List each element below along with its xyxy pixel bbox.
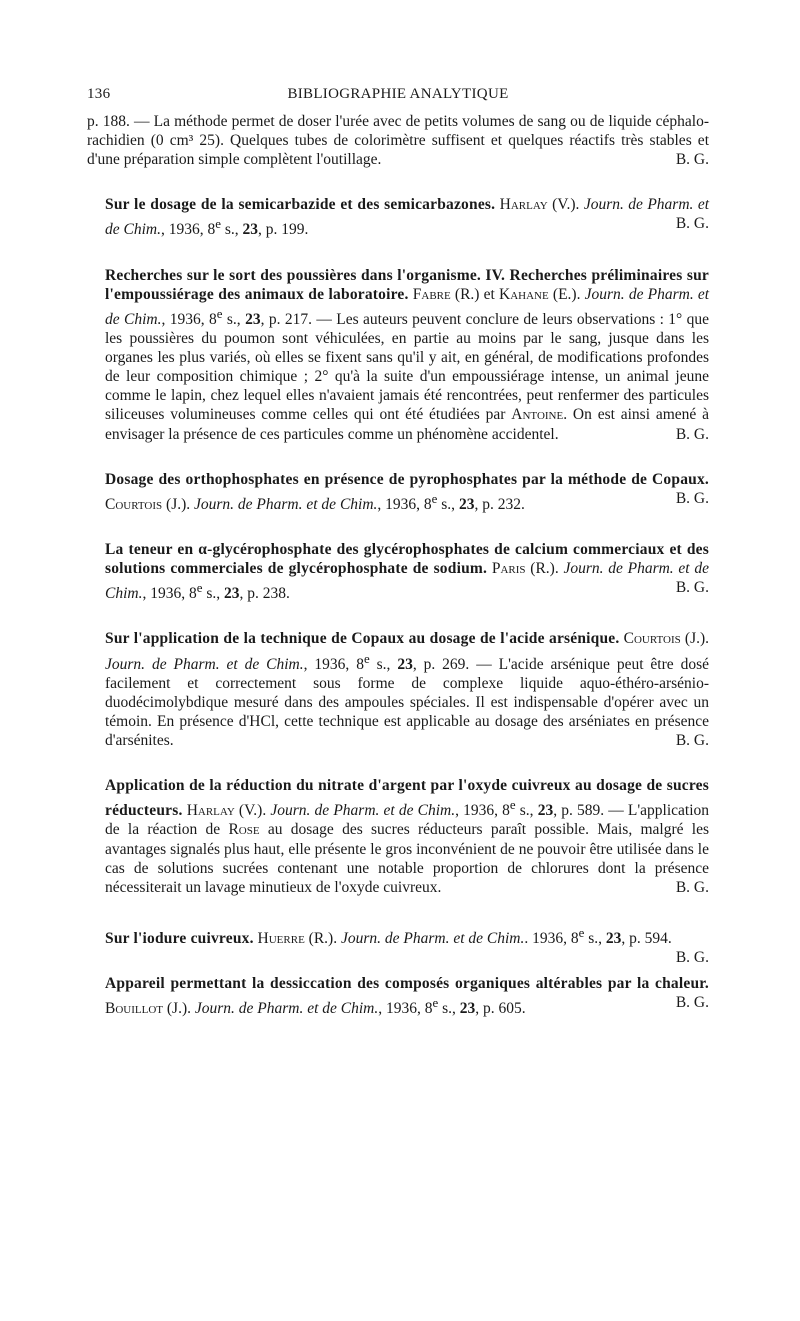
signature: B. G. — [675, 215, 709, 233]
author-initials: (E.). — [552, 285, 581, 303]
pages: , p. 199. — [258, 221, 309, 239]
author: Courtois — [105, 495, 163, 513]
pages: , p. 605. — [475, 1000, 526, 1018]
author: Harlay — [186, 802, 235, 820]
author: Harlay — [499, 196, 548, 214]
series-sup: e — [216, 305, 223, 321]
series-sup: e — [432, 995, 439, 1011]
series-sup: e — [196, 580, 203, 596]
abstract: — Les auteurs peuvent conclure de leurs observations : 1° que les poussières du poumon sont véhiculées, en partie au moins par le sang, jusque dans les organes les plus variés, où elles se fixent sans qu'il y ait, en général, de modifications profondes de leur composition chimique ; 2° qu'à la suite d'un empoussiérage intense, un animal jeune comme le lapin, chez lequel elles n'avaient jamais été rencontrées, peut renfermer des particules siliceuses volumineuses comme celles qui ont été étudiées par — [105, 310, 710, 424]
series: s., — [202, 585, 224, 603]
abstract: p. 188. — La méthode permet de doser l'urée avec de petits volumes de sang ou de liquide céphalo-rachidien (0 cm³ 25). Quelques tubes de colorimètre suffisent et quelques réactifs très stables et d'une préparation simple complètent l'outillage. — [87, 113, 709, 169]
volume: 23 — [242, 221, 258, 239]
author: Kahane — [499, 285, 549, 303]
signature: B. G. — [675, 949, 709, 967]
pages: , p. 232. — [474, 495, 525, 513]
journal: Journ. de Pharm. et de Chim. — [105, 655, 304, 673]
volume: 23 — [397, 655, 413, 673]
volume: 23 — [458, 495, 475, 513]
abstract: . On est ainsi amené à envisager la présence de ces particules comme un phénomène accidentel. — [105, 406, 710, 443]
journal: Journ. de Pharm. et de Chim. — [270, 802, 456, 820]
entry-glycerophosphate — [87, 540, 709, 603]
entry-title: Sur le dosage de la semicarbazide et des semicarbazones. — [105, 196, 496, 214]
year: , 1936, 8 — [303, 655, 364, 673]
author-initials: (R.). — [308, 930, 338, 947]
entry-title: Sur l'application de la technique de Copaux au dosage de l'acide arsénique. — [105, 630, 620, 648]
series: s., — [220, 221, 243, 239]
author-initials: (J.). — [684, 630, 710, 648]
series-sup: e — [578, 924, 585, 940]
author-initials: (J.). — [166, 1000, 191, 1018]
series-sup: e — [509, 797, 516, 813]
signature: B. G. — [675, 425, 709, 443]
signature: B. G. — [675, 579, 709, 597]
cited-author: Antoine — [511, 406, 564, 424]
author-initials: (R.). — [530, 560, 559, 578]
journal: Journ. de Pharm. et de Chim. — [194, 1000, 379, 1018]
year: , 1936, 8 — [455, 802, 510, 820]
abstract: — L'acide arsénique peut être dosé facilement et correctement sous forme de complexe liquide aquo-éthéro-arsénio-duodécimolybdique mesuré dans des ampoules spéciales. Il est indispensable d'opérer avec un témoin. En présence d'HCl, cette technique est applicable au dosage des arséniates en présence d'arsénites. — [105, 655, 709, 750]
series: s., — [515, 802, 538, 820]
page — [87, 86, 709, 1018]
series-sup: e — [363, 650, 370, 666]
author-initials: (V.). — [238, 802, 267, 820]
series-sup: e — [215, 216, 221, 232]
pages: , p. 589. — [553, 802, 605, 820]
author: Fabre — [412, 285, 451, 303]
series: s., — [369, 655, 398, 673]
author-initials: (V.). — [552, 196, 580, 214]
series: s., — [584, 930, 606, 947]
entry-title: Dosage des orthophosphates en présence de pyrophosphates par la méthode de Copaux. — [105, 470, 709, 488]
year: , 1936, 8 — [160, 221, 216, 239]
series-sup: e — [431, 490, 438, 506]
year: , 1936, 8 — [378, 1000, 433, 1018]
journal: Journ. de Pharm. et de Chim. — [340, 930, 525, 947]
volume: 23 — [224, 585, 240, 603]
author-initials: (R.) — [454, 285, 480, 303]
abstract: — L'application de la réaction de — [105, 802, 710, 839]
signature: B. G. — [675, 994, 709, 1012]
year: , 1936, 8 — [161, 310, 217, 328]
pages: , p. 269. — [412, 655, 470, 673]
entry-nitrate-argent — [87, 776, 709, 897]
abstract: au dosage des sucres réducteurs paraît possible. Mais, malgré les avantages signalés plus haut, elle présente le gros inconvénient de ne pouvoir être utilisée dans le cas de solutions sucrées contenant une notable proportion de chlorures dont la présence nécessiterait un lavage minutieux de l'oxyde cuivreux. — [105, 821, 709, 896]
entry-acide-arsenique — [87, 629, 709, 750]
entry-title: La teneur en α-glycérophosphate des glycérophosphates de calcium commerciaux et des solutions commerciales de glycérophosphate de sodium. — [105, 540, 709, 578]
entry-dessiccation — [87, 974, 709, 1018]
signature: B. G. — [675, 151, 709, 169]
journal: Journ. de Pharm. et de Chim. — [105, 560, 709, 603]
entry-orthophosphates — [87, 470, 709, 514]
volume: 23 — [537, 802, 554, 820]
running-title: BIBLIOGRAPHIE ANALYTIQUE — [287, 86, 509, 102]
entry-semicarbazide — [87, 195, 709, 239]
author: Courtois — [623, 630, 681, 648]
signature: B. G. — [675, 878, 709, 896]
journal: Journ. de Pharm. et de Chim. — [105, 285, 710, 328]
signature: B. G. — [675, 489, 709, 507]
year: . 1936, 8 — [524, 930, 579, 947]
signature: B. G. — [675, 732, 709, 750]
author-initials: (J.). — [166, 495, 191, 513]
entry-poussieres — [87, 266, 709, 444]
entry-title: Application de la réduction du nitrate d'argent par l'oxyde cuivreux au dosage de sucres réducteurs. — [105, 777, 709, 820]
series: s., — [438, 1000, 460, 1018]
entry-iodure-cuivreux — [87, 923, 709, 967]
pages: , p. 238. — [239, 585, 290, 603]
volume: 23 — [459, 1000, 476, 1018]
cited-author: Rose — [228, 821, 260, 839]
pages: , p. 217. — [260, 310, 312, 328]
entry-title: Sur l'iodure cuivreux. — [105, 930, 254, 947]
journal: Journ. de Pharm. et de Chim. — [105, 196, 710, 239]
author: Bouillot — [105, 1000, 163, 1018]
journal: Journ. de Pharm. et de Chim. — [194, 495, 378, 513]
series: s., — [222, 310, 246, 328]
page-number: 136 — [87, 86, 111, 102]
author: Paris — [491, 560, 526, 578]
entry-title: Recherches sur le sort des poussières dans l'organisme. IV. Recherches préliminaires sur l'empoussiérage des animaux de laboratoire. — [105, 266, 709, 303]
year: , 1936, 8 — [377, 495, 432, 513]
entry-continuation — [87, 112, 709, 169]
pages: , p. 594. — [621, 930, 672, 947]
author: Huerre — [257, 930, 305, 947]
volume: 23 — [605, 930, 622, 947]
entry-title: Appareil permettant la dessiccation des composés organiques altérables par la chaleur. — [105, 975, 709, 993]
year: , 1936, 8 — [142, 585, 197, 603]
volume: 23 — [245, 310, 261, 328]
page-header — [87, 86, 709, 112]
series: s., — [437, 495, 459, 513]
conjunction: et — [479, 285, 500, 303]
